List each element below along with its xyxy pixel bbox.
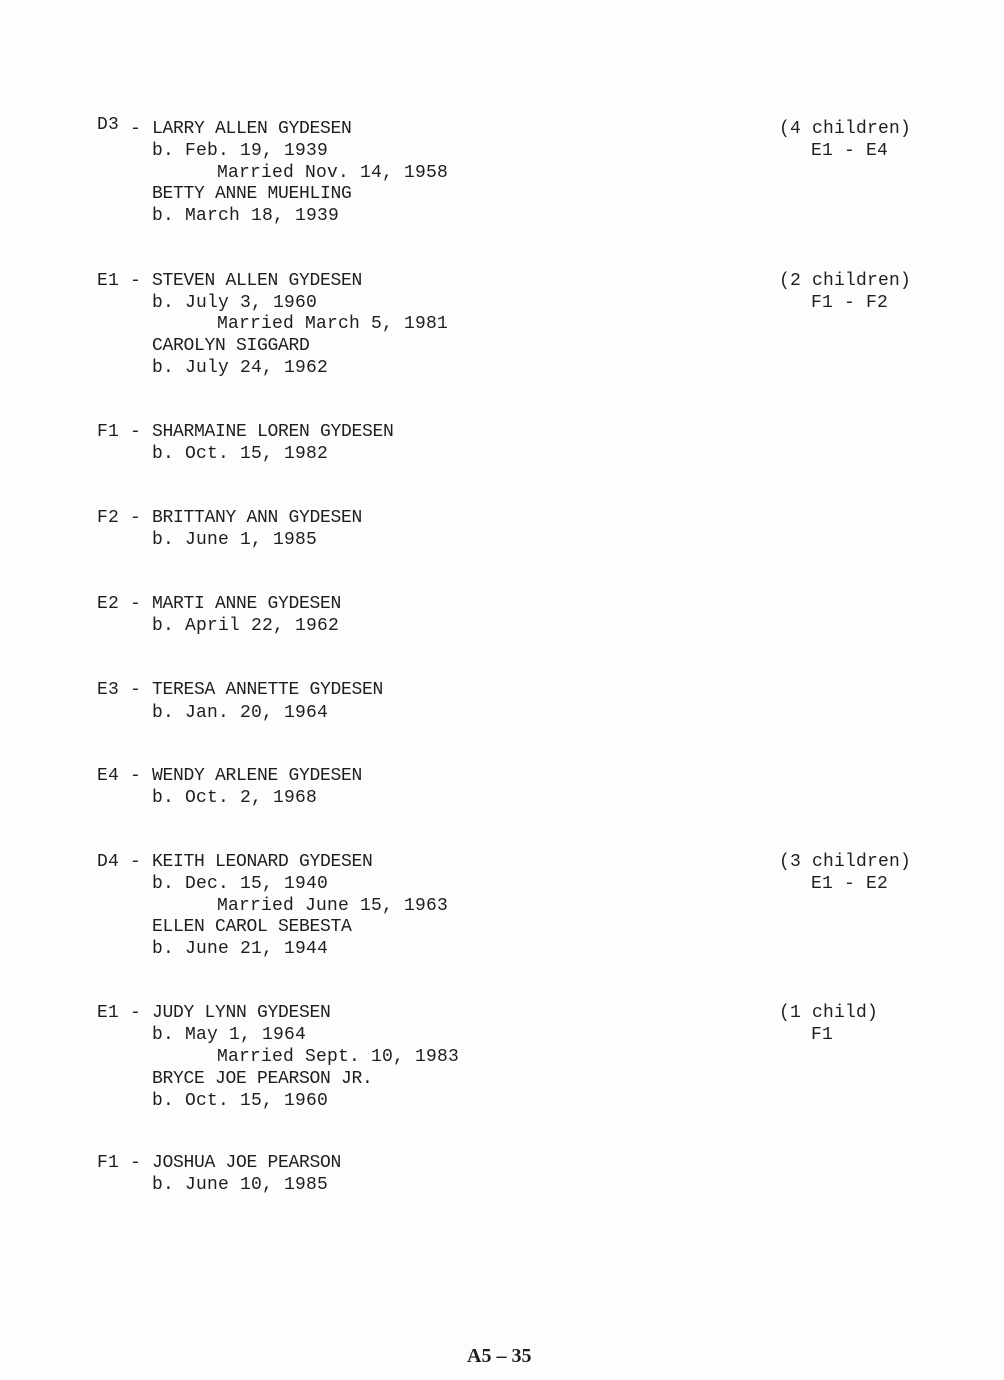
entry-dash: - xyxy=(130,508,142,528)
spouse-birth-date: b. June 21, 1944 xyxy=(152,939,329,959)
children-range: E1 - E2 xyxy=(811,874,889,894)
spouse-name: BETTY ANNE MUEHLING xyxy=(152,184,352,204)
spouse-birth-date: b. July 24, 1962 xyxy=(152,358,329,378)
person-name: SHARMAINE LOREN GYDESEN xyxy=(152,422,394,442)
person-name: STEVEN ALLEN GYDESEN xyxy=(152,271,363,291)
entry-dash: - xyxy=(130,119,142,139)
children-count: (1 child) xyxy=(779,1003,879,1023)
entry-dash: - xyxy=(130,1003,142,1023)
entry-dash: - xyxy=(130,594,142,614)
entry-code: F2 xyxy=(97,508,120,528)
person-name: LARRY ALLEN GYDESEN xyxy=(152,119,352,139)
person-name: BRITTANY ANN GYDESEN xyxy=(152,508,363,528)
birth-date: b. Feb. 19, 1939 xyxy=(152,141,329,161)
entry-dash: - xyxy=(130,680,142,700)
spouse-birth-date: b. March 18, 1939 xyxy=(152,206,340,226)
birth-date: b. June 10, 1985 xyxy=(152,1175,329,1195)
children-range: E1 - E4 xyxy=(811,141,889,161)
entry-code: E1 xyxy=(97,1003,120,1023)
spouse-birth-date: b. Oct. 15, 1960 xyxy=(152,1091,329,1111)
entry-code: D3 xyxy=(97,115,120,135)
spouse-name: ELLEN CAROL SEBESTA xyxy=(152,917,352,937)
entry-code: D4 xyxy=(97,852,120,872)
entry-code: F1 xyxy=(97,1153,120,1173)
spouse-name: BRYCE JOE PEARSON JR. xyxy=(152,1069,373,1089)
children-count: (4 children) xyxy=(779,119,912,139)
marriage-date: Married March 5, 1981 xyxy=(217,314,449,334)
birth-date: b. July 3, 1960 xyxy=(152,293,318,313)
person-name: TERESA ANNETTE GYDESEN xyxy=(152,680,384,700)
person-name: JOSHUA JOE PEARSON xyxy=(152,1153,342,1173)
entry-dash: - xyxy=(130,271,142,291)
entry-dash: - xyxy=(130,766,142,786)
entry-code: E1 xyxy=(97,271,120,291)
children-count: (3 children) xyxy=(779,852,912,872)
entry-code: F1 xyxy=(97,422,120,442)
children-range: F1 xyxy=(811,1025,834,1045)
birth-date: b. Oct. 15, 1982 xyxy=(152,444,329,464)
birth-date: b. Oct. 2, 1968 xyxy=(152,788,318,808)
birth-date: b. June 1, 1985 xyxy=(152,530,318,550)
entry-code: E2 xyxy=(97,594,120,614)
person-name: JUDY LYNN GYDESEN xyxy=(152,1003,331,1023)
children-range: F1 - F2 xyxy=(811,293,889,313)
entry-dash: - xyxy=(130,852,142,872)
person-name: WENDY ARLENE GYDESEN xyxy=(152,766,363,786)
marriage-date: Married Nov. 14, 1958 xyxy=(217,163,449,183)
entry-code: E4 xyxy=(97,766,120,786)
page-number: A5 – 35 xyxy=(467,1345,532,1367)
birth-date: b. May 1, 1964 xyxy=(152,1025,307,1045)
children-count: (2 children) xyxy=(779,271,912,291)
person-name: MARTI ANNE GYDESEN xyxy=(152,594,342,614)
person-name: KEITH LEONARD GYDESEN xyxy=(152,852,373,872)
entry-code: E3 xyxy=(97,680,120,700)
birth-date: b. Jan. 20, 1964 xyxy=(152,703,329,723)
marriage-date: Married Sept. 10, 1983 xyxy=(217,1047,460,1067)
entry-dash: - xyxy=(130,1153,142,1173)
entry-dash: - xyxy=(130,422,142,442)
spouse-name: CAROLYN SIGGARD xyxy=(152,336,310,356)
birth-date: b. April 22, 1962 xyxy=(152,616,340,636)
marriage-date: Married June 15, 1963 xyxy=(217,896,449,916)
birth-date: b. Dec. 15, 1940 xyxy=(152,874,329,894)
